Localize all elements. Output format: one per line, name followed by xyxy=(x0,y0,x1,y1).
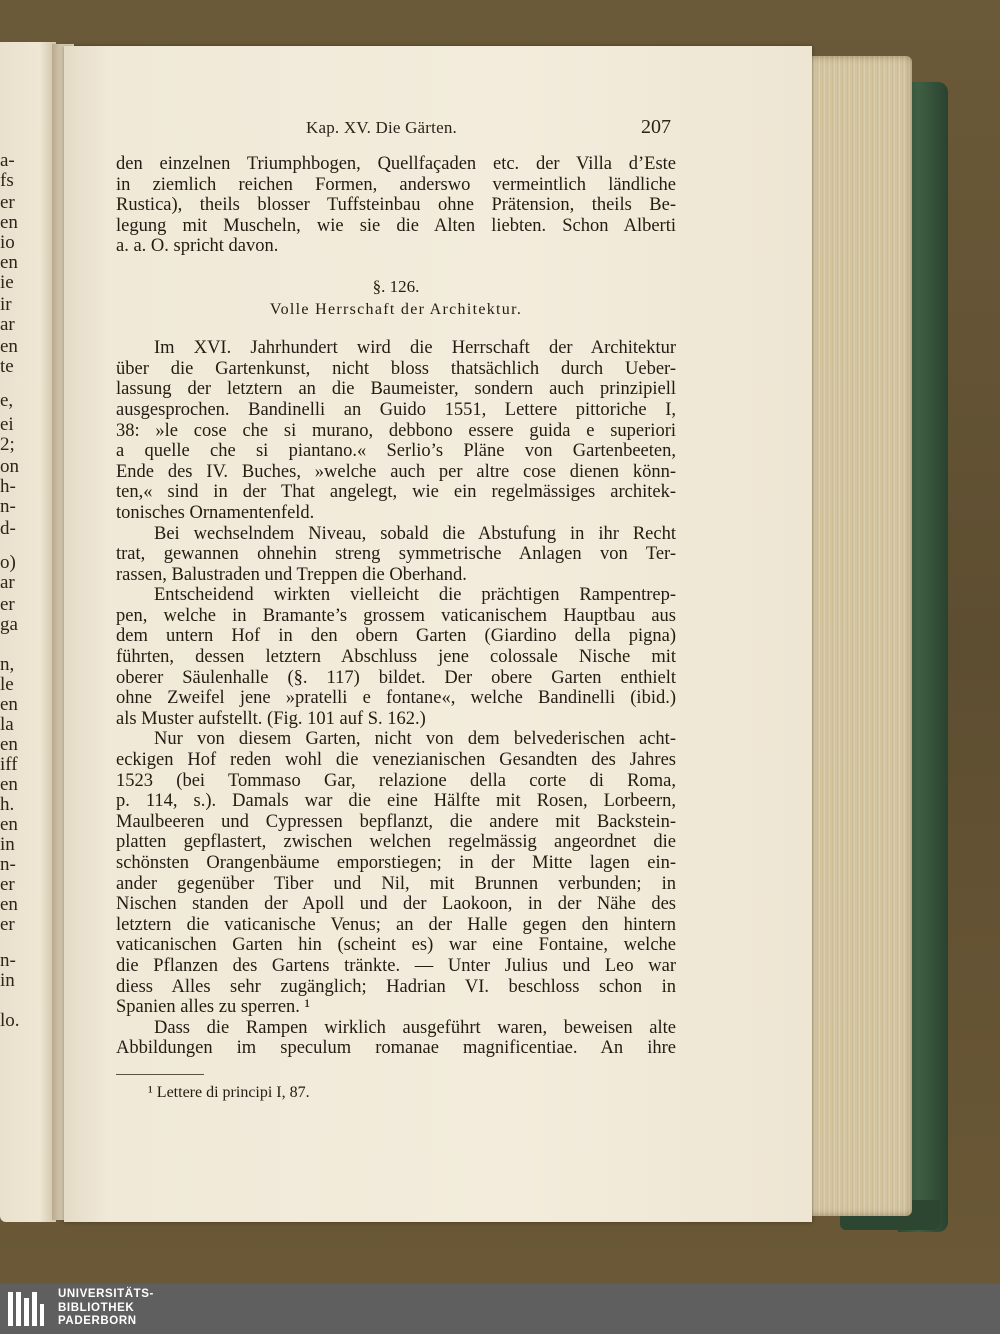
text-line: Im XVI. Jahrhundert wird die Herrschaft der Architektur xyxy=(154,338,676,359)
left-page-fragment: on xyxy=(0,456,19,477)
text-line: Rustica), theils blosser Tuffsteinbau ohne Prätension, theils Be- xyxy=(116,195,676,216)
section-title: Volle Herrschaft der Architektur. xyxy=(269,300,523,318)
paragraph-1 xyxy=(116,154,676,257)
paragraph-3 xyxy=(116,524,676,586)
text-line: lassung der letztern an die Baumeister, sondern auch prinzipiell xyxy=(116,379,676,400)
text-line: dem untern Hof in den obern Garten (Giardino della pigna) xyxy=(116,626,676,647)
section-number: §. 126. xyxy=(372,276,420,296)
text-line: ander gegenüber Tiber und Nil, mit Brunnen verbunden; in xyxy=(116,873,676,894)
logo-line-3: PADERBORN xyxy=(58,1315,137,1327)
footnote: ¹ Lettere di principi I, 87. xyxy=(148,1084,310,1101)
left-page-fragment: la xyxy=(0,714,14,735)
text-line: a. a. O. spricht davon. xyxy=(116,236,279,257)
left-page-fragment: en xyxy=(0,694,18,715)
text-line: ausgesprochen. Bandinelli an Guido 1551, Lettere pittoriche I, xyxy=(116,399,676,420)
text-line: Nur von diesem Garten, nicht von dem belvederischen acht- xyxy=(154,729,676,750)
text-line: legung mit Muscheln, wie sie die Alten liebten. Schon Alberti xyxy=(116,215,676,236)
text-line: a quelle che si piantano.« Serlio’s Pläne von Gartenbeeten, xyxy=(116,441,676,462)
left-page-fragment: lo. xyxy=(0,1010,20,1031)
text-line: in ziemlich reichen Formen, anderswo vermeintlich ländliche xyxy=(116,174,676,195)
paragraph-2 xyxy=(116,338,676,523)
left-page-fragment: ar xyxy=(0,572,15,593)
left-page-fragment: d- xyxy=(0,518,16,539)
text-line: 38: »le cose che si murano, debbono essere guida e superiori xyxy=(116,420,676,441)
left-page-fragment: ie xyxy=(0,272,14,293)
left-page-fragment: n- xyxy=(0,496,16,517)
left-page-fragment: 2; xyxy=(0,434,15,455)
text-line: Nischen standen der Apoll und der Laokoon, in der Nähe des xyxy=(116,894,676,915)
left-page-fragment: ar xyxy=(0,314,15,335)
library-logo-text xyxy=(58,1288,154,1329)
left-page-fragment: ir xyxy=(0,294,12,315)
text-line: pen, welche in Bramante’s grossem vaticanischem Hauptbau aus xyxy=(116,605,676,626)
left-page-fragment: en xyxy=(0,814,18,835)
text-line: Ende des IV. Buches, »welche auch per altre cose dienen könn- xyxy=(116,461,676,482)
left-page-fragment: le xyxy=(0,674,14,695)
page-number: 207 xyxy=(641,116,671,138)
text-line: ten,« sind in der That angelegt, wie ein regelmässiges architek- xyxy=(116,482,676,503)
text-line: schönsten Orangenbäume emporstiegen; in der Mitte lagen ein- xyxy=(116,853,676,873)
text-line: führten, dessen letztern Abschluss jene colossale Nische mit xyxy=(116,647,676,668)
left-page-fragment: h. xyxy=(0,794,15,815)
text-line: Entscheidend wirkten vielleicht die prächtigen Rampentrep- xyxy=(154,585,676,606)
text-line: Maulbeeren und Cypressen bepflanzt, die andere mit Backstein- xyxy=(116,811,676,832)
text-line: den einzelnen Triumphbogen, Quellfaçaden etc. der Villa d’Este xyxy=(116,154,676,174)
library-logo-icon xyxy=(6,1288,46,1330)
text-line: rassen, Balustraden und Treppen die Oberhand. xyxy=(116,564,467,585)
left-page-fragment: o) xyxy=(0,552,16,573)
text-line: p. 114, s.). Damals war die eine Hälfte mit Rosen, Lorbeern, xyxy=(116,791,676,812)
left-page-fragment: n- xyxy=(0,950,16,971)
text-line: vaticanischen Garten hin (scheint es) war eine Fontaine, welche xyxy=(116,935,676,956)
left-page-fragment: en xyxy=(0,212,18,233)
logo-line-1: UNIVERSITÄTS- xyxy=(58,1288,154,1300)
text-line: trat, gewannen ohnehin streng symmetrische Anlagen von Ter- xyxy=(116,544,676,565)
body-text xyxy=(116,154,676,1059)
page-block-edges xyxy=(806,56,912,1216)
text-line: über die Gartenkunst, nicht bloss thatsächlich durch Ueber- xyxy=(116,358,676,379)
text-line: Abbildungen im speculum romanae magnificentiae. An ihre xyxy=(116,1038,676,1059)
left-page-fragment: en xyxy=(0,894,18,915)
left-page-fragment: h- xyxy=(0,476,16,497)
left-page-fragment: e, xyxy=(0,390,14,411)
left-page-fragment: ei xyxy=(0,414,14,435)
left-page-fragment: fs xyxy=(0,170,14,191)
left-page-fragment: te xyxy=(0,356,14,377)
left-page-fragment: ga xyxy=(0,614,18,635)
left-page-fragment: io xyxy=(0,232,15,253)
left-page-fragment: er xyxy=(0,192,15,213)
text-line: ohne Zweifel jene »pratelli e fontane«, welche Bandinelli (ibid.) xyxy=(116,688,676,709)
running-head: Kap. XV. Die Gärten. xyxy=(306,118,457,137)
left-page-fragment: iff xyxy=(0,754,18,775)
left-page-fragment: er xyxy=(0,914,15,935)
left-page-fragment: a- xyxy=(0,150,15,171)
footnote-rule xyxy=(116,1074,204,1075)
text-line: letztern die vaticanische Venus; an der Halle gegen den hintern xyxy=(116,914,676,935)
left-page-fragment: en xyxy=(0,336,18,357)
library-logo-bar xyxy=(0,1284,1000,1334)
text-line: diess Alles sehr zugänglich; Hadrian VI. beschloss schon in xyxy=(116,976,676,997)
paragraph-5 xyxy=(116,729,676,1017)
paragraph-4 xyxy=(116,585,676,729)
left-page-fragment: en xyxy=(0,774,18,795)
left-page-fragment: in xyxy=(0,970,15,991)
left-page-fragment: in xyxy=(0,834,15,855)
left-page-fragment: er xyxy=(0,594,15,615)
left-page-fragment: n- xyxy=(0,854,16,875)
left-page-fragment: n, xyxy=(0,654,15,675)
text-line: Spanien alles zu sperren. ¹ xyxy=(116,997,311,1018)
left-page-fragment: er xyxy=(0,874,15,895)
left-page-fragment: en xyxy=(0,252,18,273)
text-line: als Muster aufstellt. (Fig. 101 auf S. 162.) xyxy=(116,708,426,729)
text-line: die Pflanzen des Gartens tränkte. — Unter Julius und Leo war xyxy=(116,955,676,976)
text-line: eckigen Hof reden wohl die venezianischen Gesandten des Jahres xyxy=(116,750,676,771)
text-line: 1523 (bei Tommaso Gar, relazione della corte di Roma, xyxy=(116,770,676,791)
paragraph-6 xyxy=(116,1018,676,1059)
logo-line-2: BIBLIOTHEK xyxy=(58,1301,135,1314)
text-line: oberer Säulenhalle (§. 117) bildet. Der obere Garten enthielt xyxy=(116,667,676,688)
text-line: tonisches Ornamentenfeld. xyxy=(116,502,315,523)
text-line: Bei wechselndem Niveau, sobald die Abstufung in ihr Recht xyxy=(154,523,676,544)
left-facing-page xyxy=(0,42,56,1222)
left-page-fragment: en xyxy=(0,734,18,755)
text-line: platten gepflastert, zwischen welchen regelmässig angeordnet die xyxy=(116,832,676,853)
text-line: Dass die Rampen wirklich ausgeführt waren, beweisen alte xyxy=(154,1017,676,1038)
